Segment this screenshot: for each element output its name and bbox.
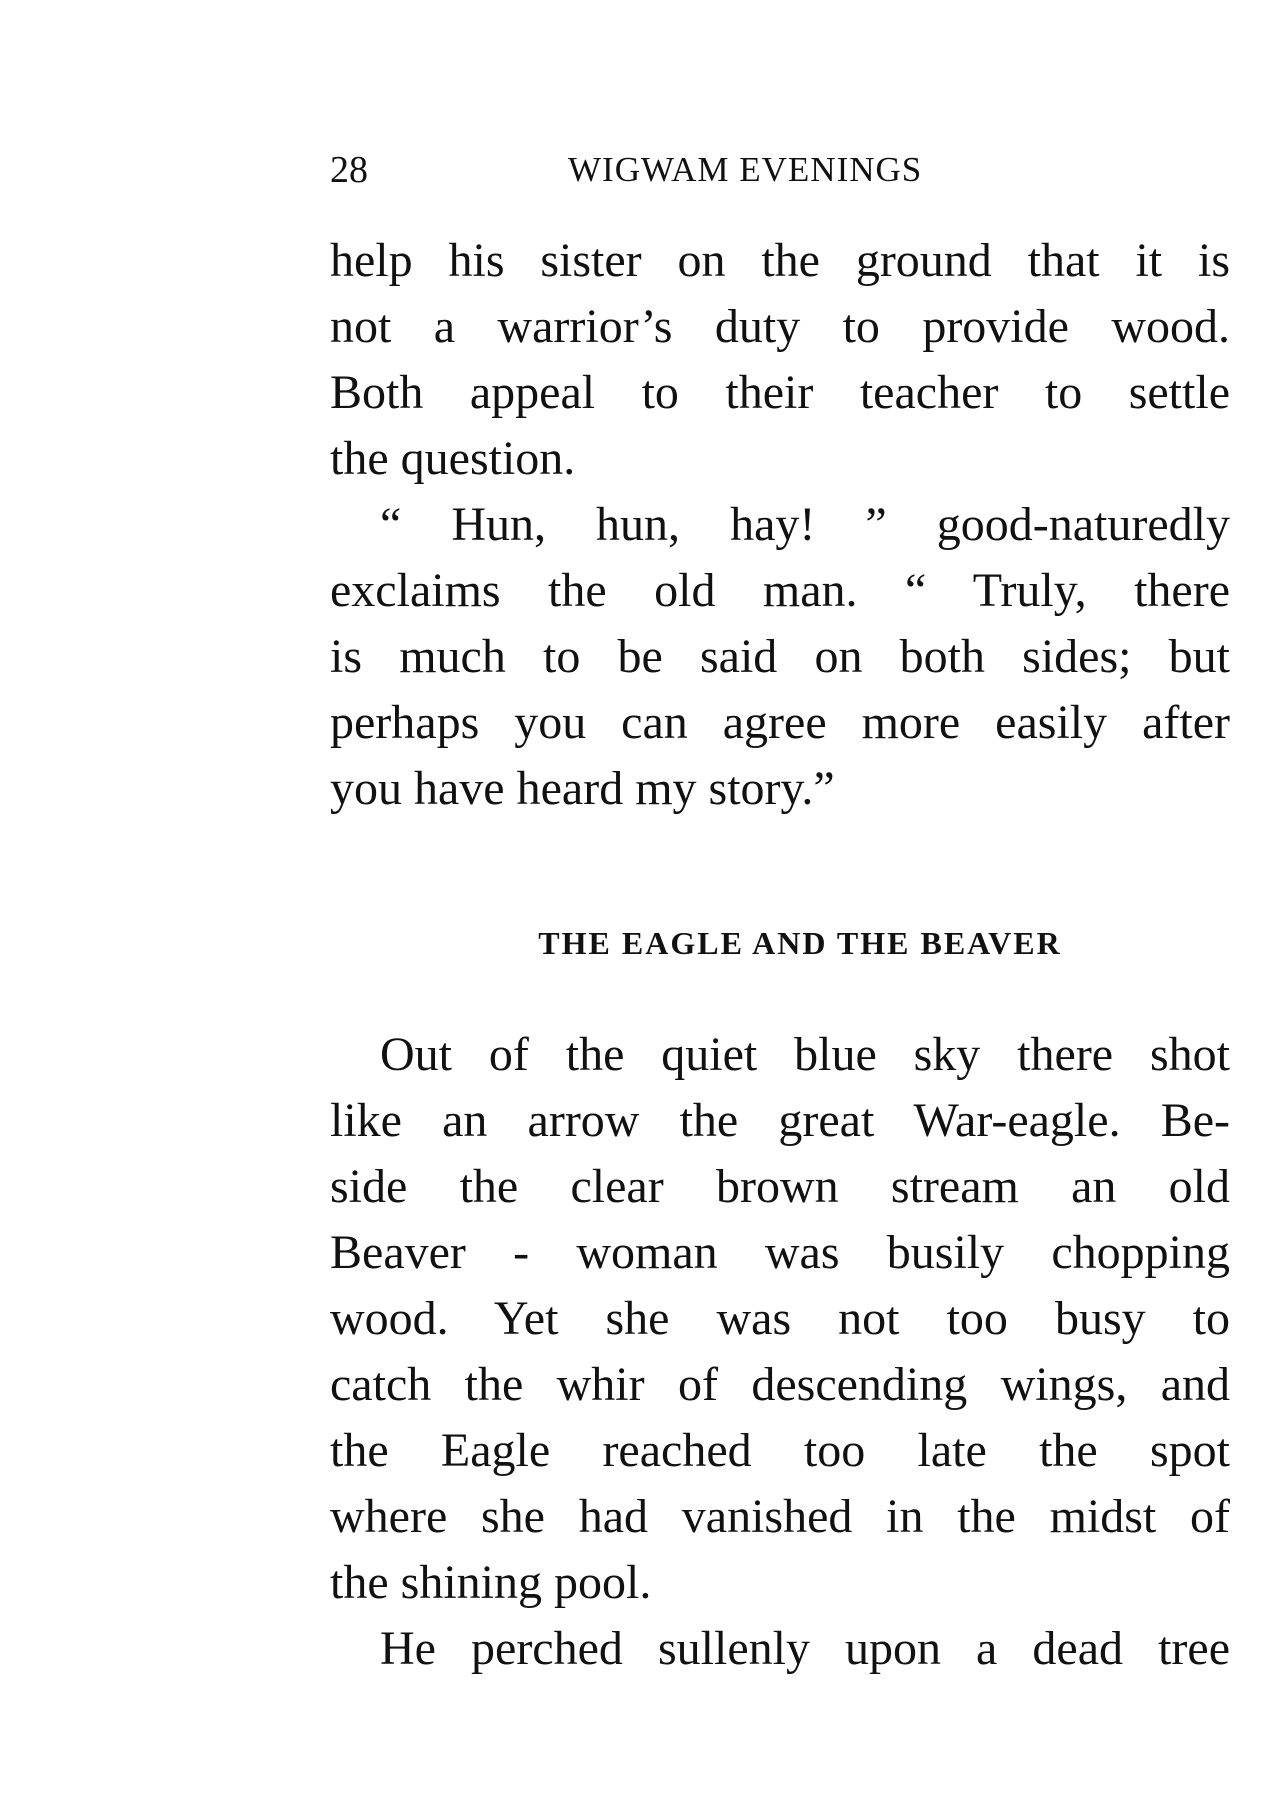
text-line: Both appeal to their teacher to settle	[330, 366, 1230, 419]
text-line: you have heard my story.”	[330, 762, 835, 815]
text-line: “ Hun, hun, hay! ” good-naturedly	[380, 498, 1230, 551]
running-head	[330, 145, 1230, 195]
text-line: wood. Yet she was not too busy to	[330, 1292, 1230, 1345]
text-line: catch the whir of descending wings, and	[330, 1358, 1230, 1411]
running-title: WIGWAM EVENINGS	[568, 150, 923, 189]
text-line: is much to be said on both sides; but	[330, 630, 1230, 683]
text-line: where she had vanished in the midst of	[330, 1490, 1230, 1543]
text-line: Beaver - woman was busily chopping	[330, 1226, 1230, 1279]
text-line: help his sister on the ground that it is	[330, 234, 1230, 287]
page-number: 28	[330, 149, 368, 191]
text-line: like an arrow the great War-eagle. Be-	[330, 1094, 1230, 1147]
story-title: THE EAGLE AND THE BEAVER	[538, 925, 1062, 961]
text-line: exclaims the old man. “ Truly, there	[330, 564, 1230, 617]
text-line: not a warrior’s duty to provide wood.	[330, 300, 1230, 353]
text-line: the Eagle reached too late the spot	[330, 1424, 1230, 1477]
text-line: the shining pool.	[330, 1556, 652, 1609]
text-line: perhaps you can agree more easily after	[330, 696, 1230, 749]
text-line: He perched sullenly upon a dead tree	[380, 1622, 1230, 1675]
text-line: side the clear brown stream an old	[330, 1160, 1230, 1213]
text-line: Out of the quiet blue sky there shot	[380, 1028, 1230, 1081]
text-line: the question.	[330, 432, 576, 485]
